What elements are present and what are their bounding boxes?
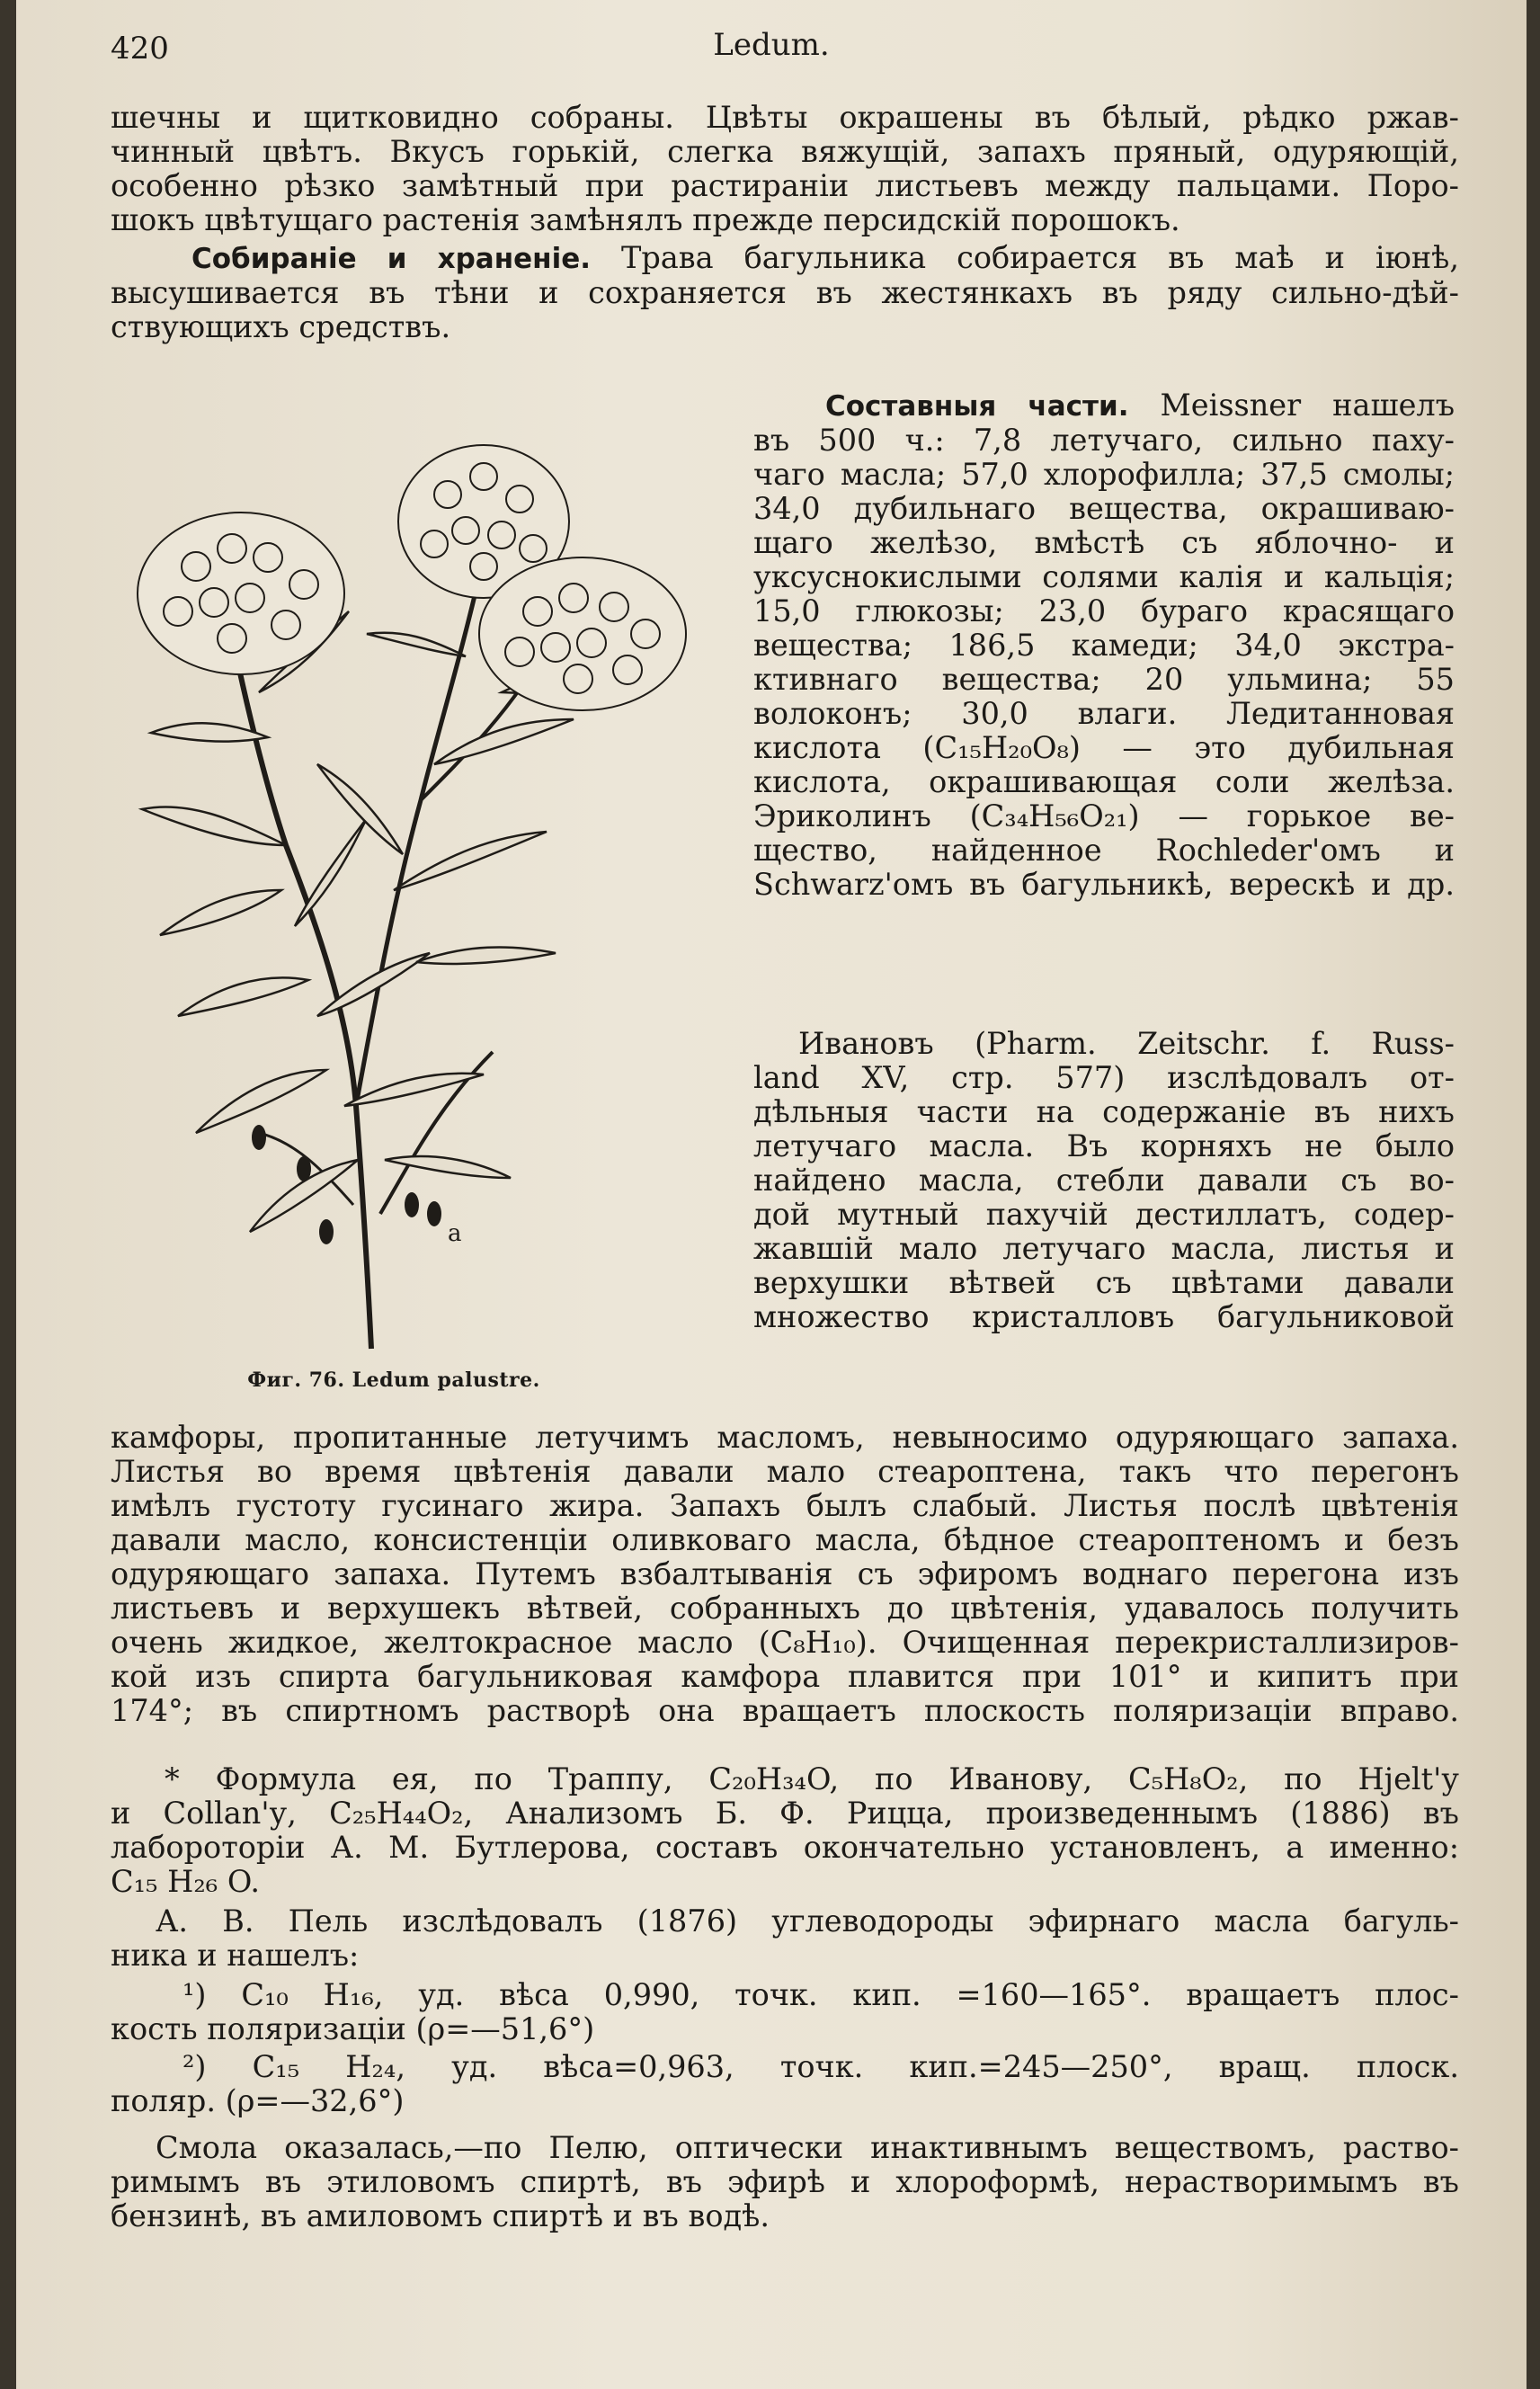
components-heading: Составныя части.	[825, 390, 1129, 423]
plant-illustration	[124, 423, 753, 1367]
text-line: Эриколинъ (C₃₄H₅₆O₂₁) — горькое ве-	[753, 798, 1455, 833]
pel-item-2	[111, 2050, 1459, 2118]
text-line: ника и нашелъ:	[111, 1938, 360, 1973]
text-line: чаго масла; 57,0 хлорофилла; 37,5 смолы;	[753, 457, 1455, 492]
figure-ledum-palustre	[124, 423, 753, 1394]
text-line: кислота (C₁₅H₂₀O₈) — это дубильная	[753, 730, 1455, 765]
text-line: уксуснокислыми солями калія и кальція;	[753, 559, 1455, 594]
text-line: дѣльныя части на содержаніе въ нихъ	[753, 1094, 1455, 1129]
text-line: особенно рѣзко замѣтный при растираніи листьевъ между пальцами. Поро-	[111, 168, 1459, 203]
text-line: римымъ въ этиловомъ спиртѣ, въ эфирѣ и хлороформѣ, нерастворимымъ въ	[111, 2164, 1459, 2199]
ivanov-paragraph-right	[753, 1027, 1455, 1334]
text-line: дой мутный пахучій дестиллатъ, содер-	[753, 1197, 1455, 1232]
text-line: А. В. Пель изслѣдовалъ (1876) углеводороды эфирнаго масла багуль-	[156, 1903, 1459, 1939]
text-line: камфоры, пропитанные летучимъ масломъ, невыносимо одуряющаго запаха.	[111, 1420, 1459, 1455]
storage-first-line: Трава багульника собирается въ маѣ и іюнѣ,	[621, 240, 1459, 275]
text-line: верхушки вѣтвей съ цвѣтами давали	[753, 1265, 1455, 1300]
text-line: волоконъ; 30,0 влаги. Ледитанновая	[753, 696, 1455, 731]
text-line: и Collan'у, C₂₅H₄₄O₂, Анализомъ Б. Ф. Рицца, произведеннымъ (1886) въ	[111, 1796, 1459, 1831]
text-line: поляр. (ρ=—32,6°)	[111, 2083, 405, 2118]
text-line: Ивановъ (Pharm. Zeitschr. f. Russ-	[798, 1026, 1455, 1061]
text-line: ствующихъ средствъ.	[111, 309, 451, 344]
footnote-paragraph	[111, 1762, 1459, 1899]
text-line: высушивается въ тѣни и сохраняется въ жестянкахъ въ ряду сильно-дѣй-	[111, 275, 1459, 310]
figure-caption: Фиг. 76. Ledum palustre.	[247, 1368, 540, 1392]
text-line: множество кристалловъ багульниковой	[753, 1299, 1455, 1334]
text-line: шечны и щитковидно собраны. Цвѣты окрашены въ бѣлый, рѣдко ржав-	[111, 100, 1459, 135]
text-line: лабороторіи А. М. Бутлерова, составъ окончательно установленъ, а именно:	[111, 1830, 1459, 1865]
text-line: жавшій мало летучаго масла, листья и	[753, 1231, 1455, 1266]
components-paragraph	[753, 388, 1455, 902]
text-line: вещества; 186,5 камеди; 34,0 экстра-	[753, 628, 1455, 663]
resin-paragraph	[111, 2131, 1459, 2233]
running-title: Ledum.	[713, 27, 830, 63]
text-line: C₁₅ H₂₆ O.	[111, 1864, 261, 1899]
text-line: 174°; въ спиртномъ растворѣ она вращаетъ плоскость поляризаціи вправо.	[111, 1693, 1459, 1728]
storage-heading: Собираніе и храненіе.	[191, 243, 591, 275]
page-number: 420	[111, 31, 169, 67]
text-line	[753, 388, 1455, 423]
text-line: имѣлъ густоту гусинаго жира. Запахъ былъ слабый. Листья послѣ цвѣтенія	[111, 1488, 1459, 1523]
text-line: летучаго масла. Въ корняхъ не было	[753, 1128, 1455, 1163]
text-line: въ 500 ч.: 7,8 летучаго, сильно паху-	[753, 423, 1455, 458]
text-line: 34,0 дубильнаго вещества, окрашиваю-	[753, 491, 1455, 526]
text-line: кислота, окрашивающая соли желѣза.	[753, 764, 1455, 799]
text-line: 15,0 глюкозы; 23,0 бураго красящаго	[753, 593, 1455, 628]
text-line: ктивнаго вещества; 20 ульмина; 55	[753, 662, 1455, 697]
text-line: бензинѣ, въ амиловомъ спиртѣ и въ водѣ.	[111, 2198, 770, 2233]
text-line: щаго желѣзо, вмѣстѣ съ яблочно- и	[753, 525, 1455, 560]
text-line: Листья во время цвѣтенія давали мало стеароптена, такъ что перегонъ	[111, 1454, 1459, 1489]
components-first-line: Meissner нашелъ	[1160, 388, 1455, 423]
text-line	[111, 241, 1459, 276]
text-line: кой изъ спирта багульниковая камфора плавится при 101° и кипитъ при	[111, 1659, 1459, 1694]
text-line: чинный цвѣтъ. Вкусъ горькій, слегка вяжущій, запахъ пряный, одуряющій,	[111, 134, 1459, 169]
text-line: листьевъ и верхушекъ вѣтвей, собранныхъ до цвѣтенія, удавалось получить	[111, 1591, 1459, 1626]
storage-paragraph	[111, 241, 1459, 344]
text-line: * Формула ея, по Траппу, C₂₀H₃₄O, по Иванову, C₅H₈O₂, по Hjelt'у	[165, 1761, 1459, 1796]
pel-paragraph	[111, 1904, 1459, 1973]
text-line: щество, найденное Rochleder'омъ и	[753, 833, 1455, 868]
text-line: одуряющаго запаха. Путемъ взбалтыванія съ эфиромъ воднаго перегона изъ	[111, 1556, 1459, 1591]
ivanov-paragraph-full	[111, 1421, 1459, 1728]
text-line: ²) C₁₅ H₂₄, уд. вѣса=0,963, точк. кип.=245—250°, вращ. плоск.	[182, 2049, 1459, 2084]
book-page	[16, 0, 1527, 2389]
text-line: ¹) C₁₀ H₁₆, уд. вѣса 0,990, точк. кип. =160—165°. вращаетъ плос-	[182, 1977, 1459, 2012]
intro-paragraph	[111, 101, 1459, 237]
figure-label: a	[448, 1220, 462, 1247]
text-line: найдено масла, стебли давали съ во-	[753, 1163, 1455, 1198]
text-line: Смола оказалась,—по Пелю, оптически инактивнымъ веществомъ, раство-	[156, 2130, 1459, 2165]
running-head	[16, 27, 1527, 72]
text-line: давали масло, консистенціи оливковаго масла, бѣдное стеароптеномъ и безъ	[111, 1522, 1459, 1557]
text-line: шокъ цвѣтущаго растенія замѣнялъ прежде персидскій порошокъ.	[111, 202, 1180, 237]
pel-item-1	[111, 1978, 1459, 2046]
text-line: кость поляризаціи (ρ=—51,6°)	[111, 2011, 595, 2046]
text-line: land XV, стр. 577) изслѣдовалъ от-	[753, 1060, 1455, 1095]
text-line: очень жидкое, желтокрасное масло (C₈H₁₀). Очищенная перекристаллизиров-	[111, 1625, 1459, 1660]
text-line: Schwarz'омъ въ багульникѣ, верескѣ и др.	[753, 867, 1455, 902]
